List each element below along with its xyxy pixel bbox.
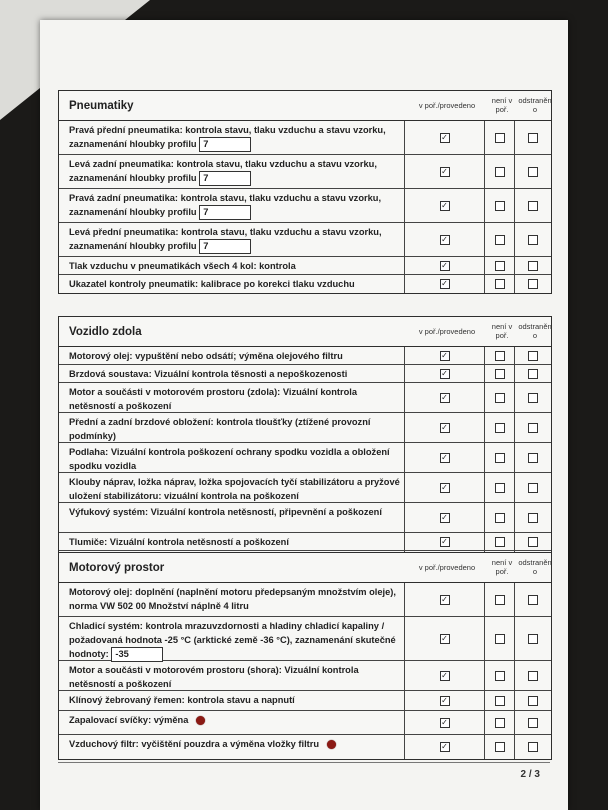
fixed-checkbox[interactable]: [528, 513, 538, 523]
checkbox-cell: [405, 583, 485, 616]
done-checkbox[interactable]: ✓: [441, 422, 448, 432]
checkbox-cell: [485, 223, 515, 256]
section-header: [59, 317, 551, 347]
checkbox-cell: [485, 413, 515, 442]
fixed-checkbox[interactable]: [528, 167, 538, 177]
checkbox-cell: [515, 121, 551, 154]
checkbox-cell: [515, 189, 551, 222]
checklist-row: [59, 583, 551, 617]
checkbox-cell: [485, 617, 515, 660]
col-header-not-ok: není v poř.: [491, 322, 513, 340]
section-rows: [59, 583, 551, 759]
row-text: [59, 691, 405, 710]
row-checkboxes: [405, 735, 551, 759]
checklist-row: [59, 711, 551, 735]
fixed-checkbox[interactable]: [528, 453, 538, 463]
section-title: Pneumatiky: [69, 100, 134, 112]
section-title: Vozidlo zdola: [69, 326, 142, 338]
row-label: Motor a součásti v motorovém prostoru (shora): Vizuální kontrola netěsností a poškození: [69, 665, 359, 689]
row-text: [59, 347, 405, 364]
row-label: Výfukový systém: Vizuální kontrola netěsností, připevnění a poškození: [69, 507, 382, 517]
row-text: [59, 257, 405, 274]
col-header-done: v poř./provedeno: [418, 101, 476, 110]
fixed-checkbox[interactable]: [528, 483, 538, 493]
done-checkbox[interactable]: ✓: [441, 742, 448, 751]
checkbox-cell: [405, 275, 485, 293]
row-text: [59, 275, 405, 293]
checkbox-cell: [515, 711, 551, 734]
done-checkbox[interactable]: ✓: [441, 536, 448, 546]
measured-value-field[interactable]: 7: [199, 137, 251, 152]
section-rows: [59, 347, 551, 569]
checklist-row: [59, 189, 551, 223]
row-text: [59, 473, 405, 502]
row-checkboxes: [405, 473, 551, 502]
fixed-checkbox[interactable]: [528, 634, 538, 644]
row-text: [59, 413, 405, 442]
row-text: [59, 383, 405, 412]
checklist-row: [59, 533, 551, 551]
row-label: Levá zadní pneumatika: kontrola stavu, tlaku vzduchu a stavu vzorku, zaznamenání hloubky profilu: [69, 159, 377, 183]
row-label: Tlak vzduchu v pneumatikách všech 4 kol: kontrola: [69, 261, 296, 271]
checkbox-cell: [515, 275, 551, 293]
row-label: Pravá zadní pneumatika: kontrola stavu, tlaku vzduchu a stavu vzorku, zaznamenání hloubky profilu: [69, 193, 382, 217]
done-checkbox[interactable]: ✓: [441, 166, 448, 176]
row-text: [59, 533, 405, 550]
row-checkboxes: [405, 347, 551, 364]
checklist-row: [59, 155, 551, 189]
checklist-row: [59, 473, 551, 503]
checkbox-cell: [405, 443, 485, 472]
not-ok-checkbox[interactable]: [495, 696, 505, 706]
section-vozidlo-zdola: [58, 316, 552, 570]
row-checkboxes: [405, 661, 551, 690]
fixed-checkbox[interactable]: [528, 696, 538, 706]
row-checkboxes: [405, 503, 551, 532]
not-ok-checkbox[interactable]: [495, 261, 505, 271]
done-checkbox[interactable]: ✓: [441, 260, 448, 270]
fixed-checkbox[interactable]: [528, 595, 538, 605]
row-checkboxes: [405, 189, 551, 222]
row-label: Motor a součásti v motorovém prostoru (zdola): Vizuální kontrola netěsností a poškození: [69, 387, 358, 411]
checkbox-cell: [405, 223, 485, 256]
checkbox-cell: [405, 735, 485, 759]
checkbox-cell: [485, 503, 515, 532]
checkbox-cell: [405, 413, 485, 442]
col-header-done: v poř./provedeno: [418, 327, 476, 336]
checklist-row: [59, 413, 551, 443]
row-text: [59, 583, 405, 616]
checkbox-cell: [515, 661, 551, 690]
fixed-checkbox[interactable]: [528, 369, 538, 379]
checklist-row: [59, 735, 551, 759]
not-ok-checkbox[interactable]: [495, 595, 505, 605]
fixed-checkbox[interactable]: [528, 671, 538, 681]
fixed-checkbox[interactable]: [528, 423, 538, 433]
row-label: Zapalovací svíčky: výměna: [69, 715, 189, 725]
checkbox-cell: [405, 711, 485, 734]
done-checkbox[interactable]: ✓: [441, 234, 448, 244]
done-checkbox[interactable]: ✓: [441, 482, 448, 492]
row-text: [59, 121, 405, 154]
row-label: Motorový olej: vypuštění nebo odsátí; výměna olejového filtru: [69, 351, 343, 361]
row-text: [59, 443, 405, 472]
row-text: [59, 711, 405, 734]
row-checkboxes: [405, 257, 551, 274]
row-label: Podlaha: Vizuální kontrola poškození ochrany spodku vozidla a obložení spodku vozidla: [69, 447, 390, 471]
row-checkboxes: [405, 275, 551, 293]
checkbox-cell: [515, 617, 551, 660]
fixed-checkbox[interactable]: [528, 742, 538, 752]
checkbox-cell: [485, 691, 515, 710]
not-ok-checkbox[interactable]: [495, 537, 505, 547]
checkbox-cell: [515, 223, 551, 256]
checkbox-cell: [405, 189, 485, 222]
checkbox-cell: [405, 473, 485, 502]
checkbox-cell: [485, 365, 515, 382]
checklist-row: [59, 503, 551, 533]
fixed-checkbox[interactable]: [528, 718, 538, 728]
section-pneumatiky: [58, 90, 552, 294]
row-checkboxes: [405, 533, 551, 550]
section-title: Motorový prostor: [69, 562, 165, 574]
row-text: [59, 223, 405, 256]
col-header-fixed: odstraněn o: [518, 96, 552, 114]
done-checkbox[interactable]: ✓: [441, 368, 448, 378]
checkbox-cell: [485, 443, 515, 472]
checkbox-cell: [405, 661, 485, 690]
checkbox-cell: [515, 365, 551, 382]
checkbox-cell: [515, 413, 551, 442]
not-ok-checkbox[interactable]: [495, 133, 505, 143]
checkbox-cell: [405, 503, 485, 532]
checkbox-cell: [485, 189, 515, 222]
checkbox-cell: [515, 155, 551, 188]
checkbox-cell: [485, 473, 515, 502]
checkbox-cell: [515, 583, 551, 616]
row-text: [59, 661, 405, 690]
checklist-row: [59, 275, 551, 293]
not-ok-checkbox[interactable]: [495, 742, 505, 752]
row-label: Levá přední pneumatika: kontrola stavu, tlaku vzduchu a stavu vzorku, zaznamenání hloubky profilu: [69, 227, 382, 251]
checkbox-cell: [485, 583, 515, 616]
done-checkbox[interactable]: ✓: [441, 594, 448, 604]
checklist-row: [59, 661, 551, 691]
col-header-done: v poř./provedeno: [418, 563, 476, 572]
not-ok-checkbox[interactable]: [495, 351, 505, 361]
row-checkboxes: [405, 443, 551, 472]
checkbox-cell: [515, 473, 551, 502]
col-header-not-ok: není v poř.: [491, 96, 513, 114]
done-checkbox[interactable]: ✓: [441, 452, 448, 462]
red-marker-dot: [327, 740, 336, 749]
row-label: Brzdová soustava: Vizuální kontrola těsnosti a nepoškozenosti: [69, 369, 348, 379]
col-header-not-ok: není v poř.: [491, 558, 513, 576]
checkbox-cell: [515, 257, 551, 274]
checkbox-cell: [515, 503, 551, 532]
checkbox-cell: [515, 533, 551, 550]
row-text: [59, 617, 405, 660]
row-label: Vzduchový filtr: vyčištění pouzdra a výměna vložky filtru: [69, 739, 320, 749]
not-ok-checkbox[interactable]: [495, 235, 505, 245]
checkbox-cell: [405, 617, 485, 660]
row-label: Chladicí systém: kontrola mrazuvzdornosti a hladiny chladicí kapaliny / požadovaná hodnota -25 °C (arktické země -36 °C), zaznamenání skutečné hodnoty:: [69, 621, 396, 659]
not-ok-checkbox[interactable]: [495, 453, 505, 463]
not-ok-checkbox[interactable]: [495, 423, 505, 433]
checklist-row: [59, 365, 551, 383]
done-checkbox[interactable]: ✓: [441, 695, 448, 705]
checkbox-cell: [405, 347, 485, 364]
checkbox-cell: [405, 691, 485, 710]
row-checkboxes: [405, 155, 551, 188]
checklist-row: [59, 347, 551, 365]
fixed-checkbox[interactable]: [528, 537, 538, 547]
not-ok-checkbox[interactable]: [495, 201, 505, 211]
checkbox-cell: [485, 121, 515, 154]
checkbox-cell: [405, 257, 485, 274]
checklist-row: [59, 691, 551, 711]
red-marker-dot: [196, 716, 205, 725]
not-ok-checkbox[interactable]: [495, 634, 505, 644]
row-checkboxes: [405, 223, 551, 256]
fixed-checkbox[interactable]: [528, 279, 538, 289]
row-label: Ukazatel kontroly pneumatik: kalibrace po korekci tlaku vzduchu: [69, 279, 355, 289]
checkbox-cell: [405, 155, 485, 188]
row-label: Přední a zadní brzdové obložení: kontrola tloušťky (ztížené provozní podmínky): [69, 417, 371, 441]
checkbox-cell: [405, 121, 485, 154]
checkbox-cell: [515, 347, 551, 364]
not-ok-checkbox[interactable]: [495, 718, 505, 728]
page-number: 2 / 3: [520, 769, 540, 780]
measured-value-field[interactable]: 7: [199, 205, 251, 220]
done-checkbox[interactable]: ✓: [441, 670, 448, 680]
not-ok-checkbox[interactable]: [495, 483, 505, 493]
section-header: [59, 553, 551, 583]
done-checkbox[interactable]: ✓: [441, 132, 448, 142]
row-checkboxes: [405, 121, 551, 154]
row-text: [59, 503, 405, 532]
done-checkbox[interactable]: ✓: [441, 512, 448, 522]
footer-divider: [58, 762, 550, 763]
checklist-row: [59, 617, 551, 661]
row-checkboxes: [405, 691, 551, 710]
col-header-fixed: odstraněn o: [518, 558, 552, 576]
fixed-checkbox[interactable]: [528, 261, 538, 271]
checkbox-cell: [485, 257, 515, 274]
fixed-checkbox[interactable]: [528, 201, 538, 211]
checklist-row: [59, 257, 551, 275]
done-checkbox[interactable]: ✓: [441, 279, 448, 288]
row-label: Klouby náprav, ložka náprav, ložka spojovacích tyčí stabilizátoru a pryžové uložení stabilizátoru: vizuální kontrola na poškození: [69, 477, 400, 501]
row-text: [59, 189, 405, 222]
col-header-fixed: odstraněn o: [518, 322, 552, 340]
done-checkbox[interactable]: ✓: [441, 200, 448, 210]
row-label: Motorový olej: doplnění (naplnění motoru předepsaným množstvím oleje), norma VW 502 00 Množství náplně 4 litru: [69, 587, 396, 611]
section-motorovy-prostor: [58, 552, 552, 760]
row-text: [59, 365, 405, 382]
checkbox-cell: [405, 365, 485, 382]
section-header: [59, 91, 551, 121]
checkbox-cell: [485, 661, 515, 690]
checkbox-cell: [485, 383, 515, 412]
row-text: [59, 735, 405, 759]
row-label: Pravá přední pneumatika: kontrola stavu, tlaku vzduchu a stavu vzorku, zaznamenání hloubky profilu: [69, 125, 386, 149]
not-ok-checkbox[interactable]: [495, 279, 505, 289]
checklist-row: [59, 121, 551, 155]
section-rows: [59, 121, 551, 293]
row-label: Tlumiče: Vizuální kontrola netěsností a poškození: [69, 537, 289, 547]
checkbox-cell: [405, 533, 485, 550]
row-label: Klínový žebrovaný řemen: kontrola stavu a napnutí: [69, 695, 295, 705]
done-checkbox[interactable]: ✓: [441, 717, 448, 727]
measured-value-field[interactable]: 7: [199, 239, 251, 254]
inspection-page: [40, 20, 568, 810]
not-ok-checkbox[interactable]: [495, 167, 505, 177]
checkbox-cell: [485, 275, 515, 293]
fixed-checkbox[interactable]: [528, 235, 538, 245]
not-ok-checkbox[interactable]: [495, 671, 505, 681]
done-checkbox[interactable]: ✓: [441, 633, 448, 643]
row-checkboxes: [405, 617, 551, 660]
row-checkboxes: [405, 383, 551, 412]
checkbox-cell: [485, 735, 515, 759]
checklist-row: [59, 223, 551, 257]
done-checkbox[interactable]: ✓: [441, 350, 448, 360]
checkbox-cell: [515, 383, 551, 412]
checkbox-cell: [485, 711, 515, 734]
row-text: [59, 155, 405, 188]
fixed-checkbox[interactable]: [528, 393, 538, 403]
row-checkboxes: [405, 711, 551, 734]
checklist-row: [59, 443, 551, 473]
checkbox-cell: [515, 443, 551, 472]
checkbox-cell: [485, 347, 515, 364]
fixed-checkbox[interactable]: [528, 133, 538, 143]
row-checkboxes: [405, 413, 551, 442]
measured-value-field[interactable]: 7: [199, 171, 251, 186]
not-ok-checkbox[interactable]: [495, 369, 505, 379]
checklist-row: [59, 383, 551, 413]
row-checkboxes: [405, 365, 551, 382]
not-ok-checkbox[interactable]: [495, 393, 505, 403]
checkbox-cell: [485, 155, 515, 188]
measured-value-field[interactable]: -35: [111, 647, 163, 662]
done-checkbox[interactable]: ✓: [441, 392, 448, 402]
fixed-checkbox[interactable]: [528, 351, 538, 361]
not-ok-checkbox[interactable]: [495, 513, 505, 523]
checkbox-cell: [405, 383, 485, 412]
row-checkboxes: [405, 583, 551, 616]
checkbox-cell: [485, 533, 515, 550]
checkbox-cell: [515, 735, 551, 759]
checkbox-cell: [515, 691, 551, 710]
